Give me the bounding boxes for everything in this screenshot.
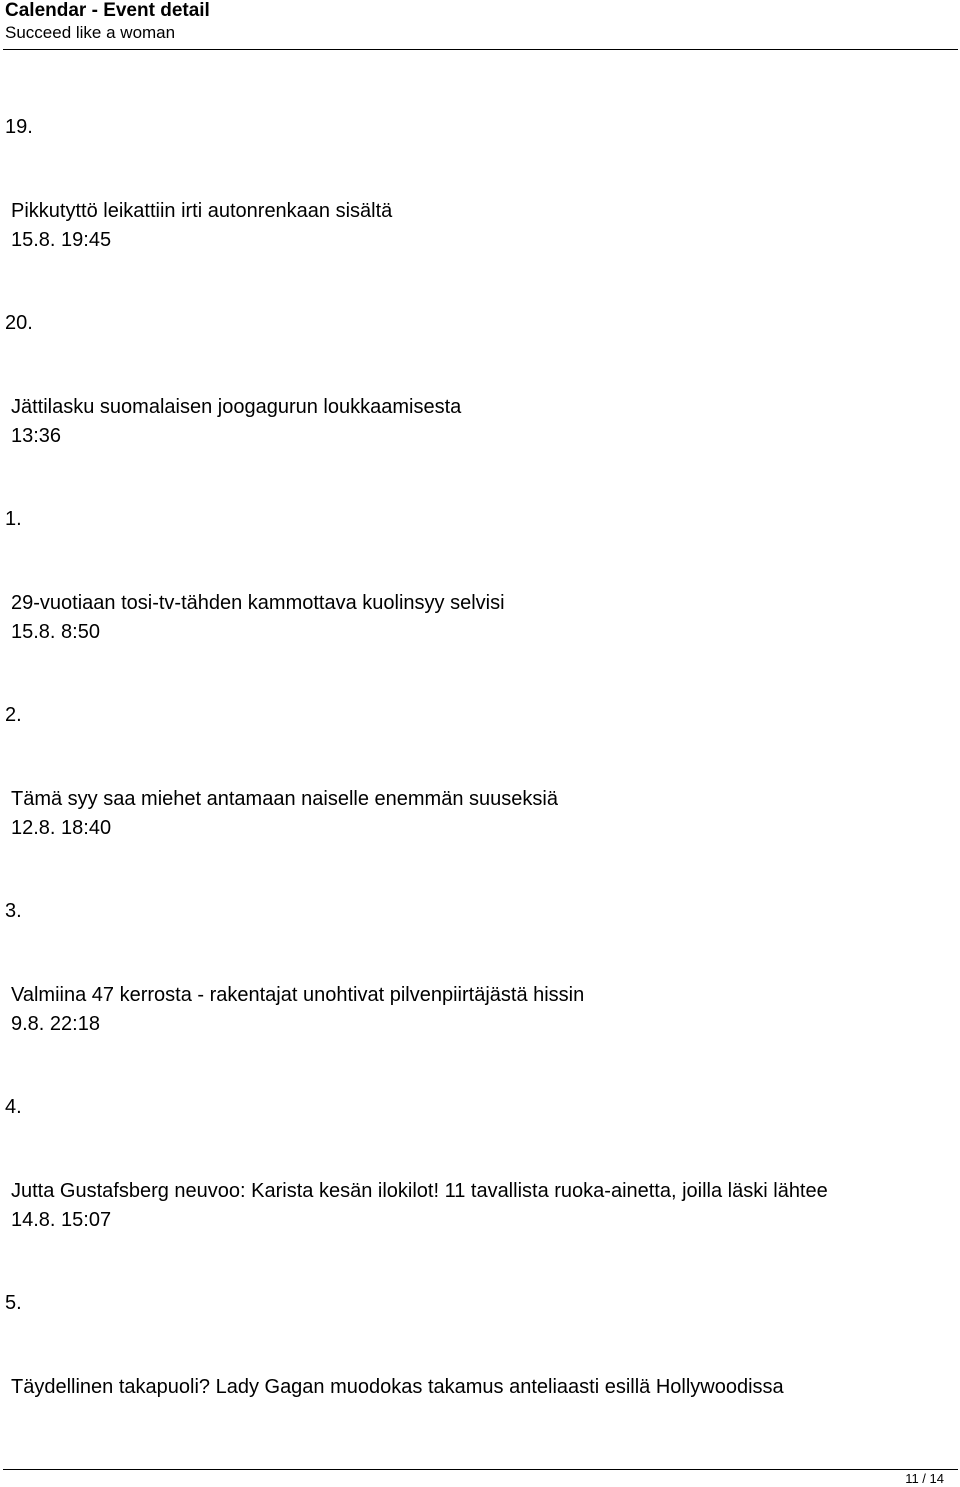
entry-time: 14.8. 15:07 — [11, 1209, 112, 1231]
entry-number: 3. — [5, 900, 22, 922]
entry-title-link[interactable]: 29-vuotiaan tosi-tv-tähden kammottava kuolinsyy selvisi — [11, 592, 505, 614]
entry-title-link[interactable]: Tämä syy saa miehet antamaan naiselle enemmän suuseksiä — [11, 788, 558, 810]
header-divider — [3, 49, 958, 50]
page-title: Calendar - Event detail — [5, 0, 210, 21]
entry-number: 5. — [5, 1292, 22, 1314]
entry-title-link[interactable]: Täydellinen takapuoli? Lady Gagan muodokas takamus anteliaasti esillä Hollywoodissa — [11, 1376, 784, 1398]
entry-title-link[interactable]: Jutta Gustafsberg neuvoo: Karista kesän ilokilot! 11 tavallista ruoka-ainetta, joilla läski lähtee — [11, 1180, 828, 1202]
entry-number: 19. — [5, 116, 33, 138]
footer-divider — [3, 1469, 958, 1470]
entry-number: 4. — [5, 1096, 22, 1118]
entry-number: 20. — [5, 312, 33, 334]
entry-title-link[interactable]: Pikkutyttö leikattiin irti autonrenkaan sisältä — [11, 200, 393, 222]
entry-time: 13:36 — [11, 425, 62, 447]
entry-time: 12.8. 18:40 — [11, 817, 112, 839]
entry-number: 1. — [5, 508, 22, 530]
page-subtitle: Succeed like a woman — [5, 23, 176, 42]
entry-number: 2. — [5, 704, 22, 726]
entry-time: 9.8. 22:18 — [11, 1013, 100, 1035]
entry-title-link[interactable]: Valmiina 47 kerrosta - rakentajat unohtivat pilvenpiirtäjästä hissin — [11, 984, 585, 1006]
entry-time: 15.8. 19:45 — [11, 229, 112, 251]
page-number: 11 / 14 — [905, 1471, 944, 1486]
entry-title-link[interactable]: Jättilasku suomalaisen joogagurun loukkaamisesta — [11, 396, 462, 418]
entry-time: 15.8. 8:50 — [11, 621, 100, 643]
